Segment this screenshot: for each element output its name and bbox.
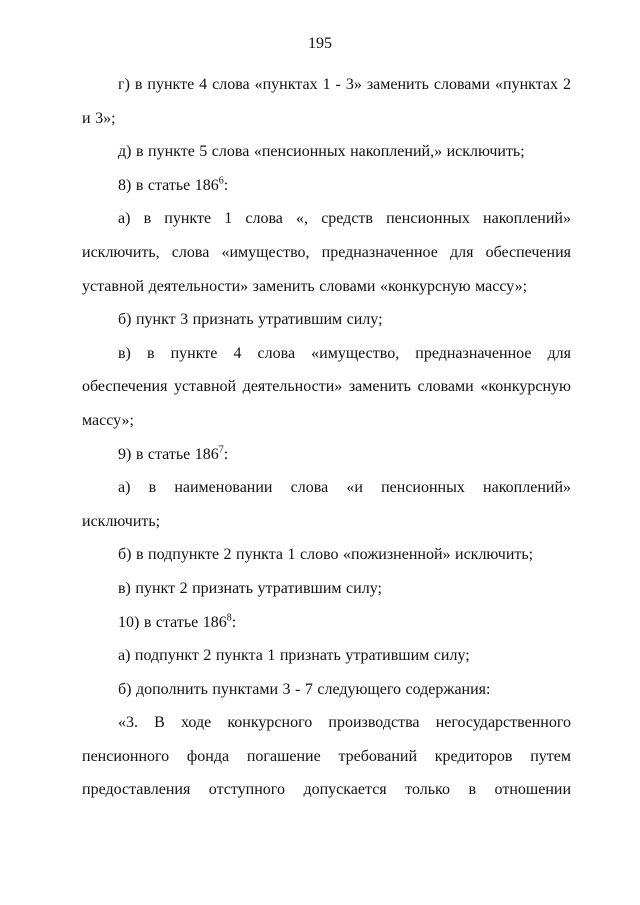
paragraph: д) в пункте 5 слова «пенсионных накоплений,» исключить; — [118, 143, 525, 161]
paragraph: а) подпункт 2 пункта 1 признать утратившим силу; — [118, 647, 470, 665]
paragraph: а) в пункте 1 слова «, средств пенсионных накоплений» исключить, слова «имущество, предназначенное для обеспечения уставной деятельности» заменить словами «конкурсную массу»; — [82, 210, 571, 295]
paragraph: 8) в статье $186^6$: — [118, 175, 229, 194]
paragraph: г) в пункте 4 слова «пунктах 1 - 3» заменить словами «пунктах 2 и 3»; — [82, 76, 571, 127]
page-number: 195 — [308, 35, 332, 52]
paragraph: б) пункт 3 признать утратившим силу; — [118, 311, 383, 329]
superscript: 8 — [226, 612, 232, 624]
paragraph: б) в подпункте 2 пункта 1 слово «пожизненной» исключить; — [118, 546, 534, 564]
paragraph: в) в пункте 4 слова «имущество, предназначенное для обеспечения уставной деятельности» заменить словами «конкурсную массу»; — [82, 344, 571, 429]
paragraph: б) дополнить пунктами 3 - 7 следующего содержания: — [118, 680, 491, 698]
paragraph: «3. В ходе конкурсного производства негосударственного пенсионного фонда погашение требований кредиторов путем предоставления отступного допускается только в отношении — [82, 714, 571, 799]
paragraph: а) в наименовании слова «и пенсионных накоплений» исключить; — [82, 479, 571, 530]
paragraph: в) пункт 2 признать утратившим силу; — [118, 579, 382, 597]
superscript: 7 — [218, 444, 224, 456]
paragraph: 9) в статье $186^7$: — [118, 444, 229, 463]
document-body — [82, 68, 571, 807]
paragraph: 10) в статье $186^8$: — [118, 612, 237, 631]
superscript: 6 — [218, 175, 224, 187]
